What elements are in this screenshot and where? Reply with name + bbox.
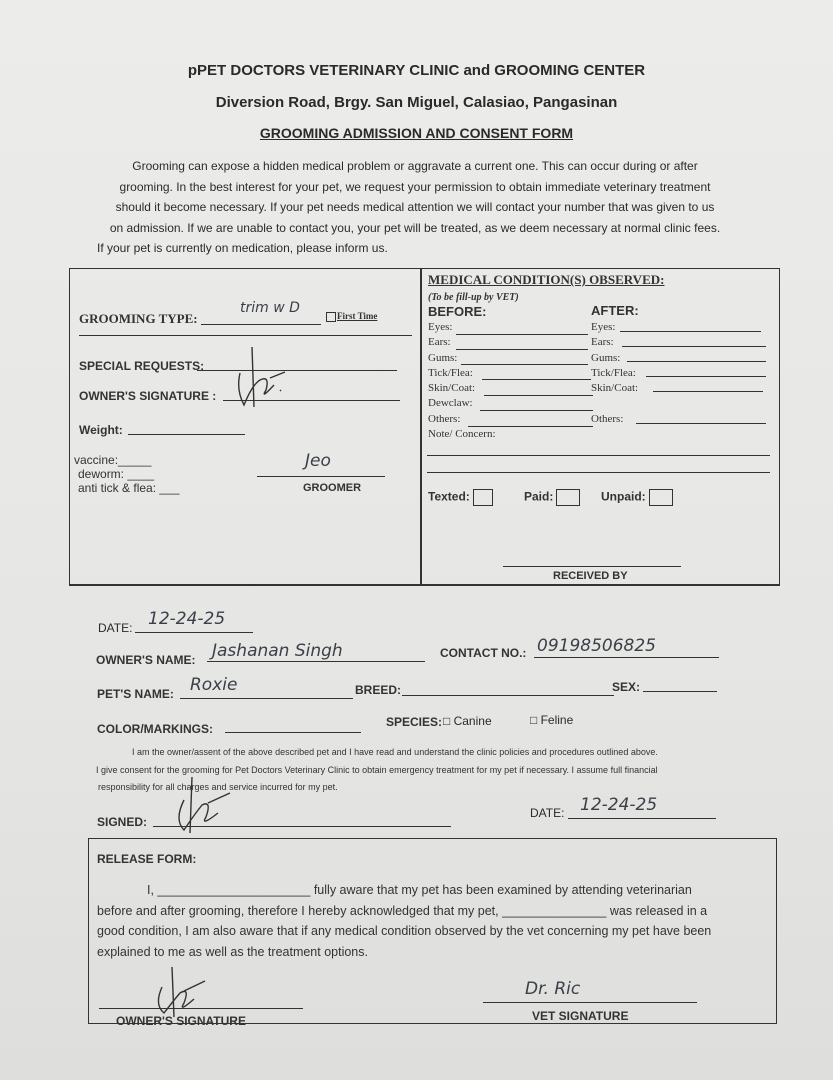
vet-signature-label: VET SIGNATURE xyxy=(532,1009,629,1023)
special-requests-field[interactable] xyxy=(197,370,397,371)
field[interactable] xyxy=(622,346,766,347)
checkbox[interactable] xyxy=(556,489,580,506)
release-line: good condition, I am also aware that if any medical condition observed by the vet concerning my pet have been xyxy=(97,924,712,938)
release-line: before and after grooming, therefore I hereby acknowledged that my pet, _______________ was released in a xyxy=(97,903,708,918)
sex-field[interactable] xyxy=(643,691,717,692)
paid-checkbox[interactable] xyxy=(524,489,580,506)
field[interactable] xyxy=(461,364,588,365)
after-gums: Gums: xyxy=(591,351,621,364)
unpaid-checkbox[interactable] xyxy=(601,489,673,506)
checkbox[interactable] xyxy=(473,489,493,506)
before-eyes: Eyes: xyxy=(428,321,453,333)
grooming-type-line2 xyxy=(79,335,412,336)
breed-field[interactable] xyxy=(402,695,614,696)
release-text xyxy=(97,880,711,962)
field[interactable] xyxy=(456,349,588,350)
before-skin-coat: Skin/Coat: xyxy=(428,382,476,395)
vet-signature-value: Dr. Ric xyxy=(525,979,581,999)
grooming-type-label: GROOMING TYPE: xyxy=(79,311,198,326)
received-by-label: RECEIVED BY xyxy=(553,570,628,582)
note-line[interactable] xyxy=(427,472,770,473)
before-list xyxy=(428,320,496,442)
before-tick-flea: Tick/Flea: xyxy=(428,366,473,379)
texted-checkbox[interactable] xyxy=(428,489,493,506)
before-dewclaw: Dewclaw: xyxy=(428,397,473,410)
consent-date-label: DATE: xyxy=(530,806,565,820)
after-tick-flea: Tick/Flea: xyxy=(591,366,636,379)
intro-line: should it become necessary. If your pet needs medical attention we will contact your number that was given to us xyxy=(115,200,715,214)
groomer-label: GROOMER xyxy=(303,482,362,494)
grooming-type-field[interactable] xyxy=(201,324,321,325)
field[interactable] xyxy=(636,423,766,424)
consent-line: responsibility for all charges and service incurred for my pet. xyxy=(98,782,338,792)
consent-line: I give consent for the grooming for Pet Doctors Veterinary Clinic to obtain emergency treatment for my pet if necessary. I assume full financial xyxy=(96,764,658,775)
consent-signature-mark xyxy=(170,775,240,835)
field[interactable] xyxy=(627,361,766,362)
checkbox[interactable] xyxy=(649,489,673,506)
first-time-label: First Time xyxy=(337,311,378,321)
intro-line: grooming. In the best interest for your pet, we request your permission to obtain immediate veterinary treatment xyxy=(119,179,711,194)
contact-field[interactable] xyxy=(534,657,719,658)
breed-label: BREED: xyxy=(355,683,402,697)
field[interactable] xyxy=(653,391,763,392)
anti-tick-label: anti tick & flea: xyxy=(78,481,157,495)
owner-signature-release-label: OWNER'S SIGNATURE xyxy=(116,1014,246,1028)
deworm-label: deworm: xyxy=(78,467,125,481)
canine-label: Canine xyxy=(453,714,492,728)
after-heading: AFTER: xyxy=(591,303,639,318)
intro-paragraph xyxy=(80,156,750,259)
field[interactable] xyxy=(468,426,593,427)
before-gums: Gums: xyxy=(428,351,458,364)
species-feline-option[interactable]: □ Feline xyxy=(530,713,574,727)
clinic-address: Diversion Road, Brgy. San Miguel, Calasiao, Pangasinan xyxy=(215,94,618,111)
owner-signature-label: OWNER'S SIGNATURE : xyxy=(79,389,217,403)
field[interactable] xyxy=(480,410,593,411)
weight-label: Weight: xyxy=(79,423,123,437)
consent-date-field[interactable] xyxy=(568,818,716,819)
after-list xyxy=(591,320,638,427)
field[interactable] xyxy=(456,334,588,335)
species-canine-option[interactable]: □ Canine xyxy=(443,714,492,728)
grooming-type-value: trim w D xyxy=(240,300,300,316)
field[interactable] xyxy=(482,379,591,380)
field[interactable] xyxy=(646,376,766,377)
contact-value: 09198506825 xyxy=(537,636,656,656)
pet-name-field[interactable] xyxy=(180,698,353,699)
sex-label: SEX: xyxy=(612,680,641,694)
note-concern-label: Note/ Concern: xyxy=(428,428,496,441)
box-divider xyxy=(420,268,422,586)
groomer-signature-field[interactable] xyxy=(257,476,385,477)
medical-title: MEDICAL CONDITION(S) OBSERVED: xyxy=(428,272,665,287)
owner-signature-mark xyxy=(230,345,290,410)
vet-signature-field[interactable] xyxy=(483,1002,697,1003)
paid-label: Paid: xyxy=(524,489,554,504)
unpaid-label: Unpaid: xyxy=(601,489,646,504)
intro-line: Grooming can expose a hidden medical problem or aggravate a current one. This can occur during or after xyxy=(132,159,698,173)
first-time-checkbox[interactable] xyxy=(326,311,377,322)
groomer-signature-value: Jeo xyxy=(305,451,331,471)
field[interactable] xyxy=(484,395,593,396)
release-owner-signature-mark xyxy=(150,965,210,1020)
date-field[interactable] xyxy=(135,632,253,633)
after-others: Others: xyxy=(591,412,624,425)
consent-line: I am the owner/assent of the above described pet and I have read and understand the clinic policies and procedures outlined above. xyxy=(132,747,658,757)
texted-label: Texted: xyxy=(428,489,470,504)
before-heading: BEFORE: xyxy=(428,304,487,319)
received-by-field[interactable] xyxy=(503,566,681,567)
weight-field[interactable] xyxy=(128,434,245,435)
clinic-name: pPET DOCTORS VETERINARY CLINIC and GROOMING CENTER xyxy=(187,62,646,79)
pet-name-value: Roxie xyxy=(190,675,238,695)
after-eyes: Eyes: xyxy=(591,321,616,333)
release-title: RELEASE FORM: xyxy=(97,852,197,866)
species-label: SPECIES: xyxy=(386,715,443,729)
field[interactable] xyxy=(620,331,761,332)
checkbox[interactable] xyxy=(326,312,336,322)
after-skin-coat: Skin/Coat: xyxy=(591,382,639,395)
owner-name-field[interactable] xyxy=(207,661,425,662)
intro-line: on admission. If we are unable to contact you, your pet will be treated, as we deem necessary at normal clinic fees. xyxy=(109,220,721,235)
date-value: 12-24-25 xyxy=(148,609,226,629)
note-line[interactable] xyxy=(427,455,770,456)
before-ears: Ears: xyxy=(428,336,451,349)
special-requests-label: SPECIAL REQUESTS: xyxy=(79,359,205,373)
owner-name-label: OWNER'S NAME: xyxy=(96,653,196,667)
form-title: GROOMING ADMISSION AND CONSENT FORM xyxy=(259,125,574,141)
color-markings-field[interactable] xyxy=(225,732,361,733)
before-others: Others: xyxy=(428,412,461,425)
after-ears: Ears: xyxy=(591,336,614,349)
contact-label: CONTACT NO.: xyxy=(440,646,527,660)
vaccine-label: vaccine: xyxy=(74,453,119,467)
consent-date-value: 12-24-25 xyxy=(580,795,658,815)
intro-line: If your pet is currently on medication, please inform us. xyxy=(97,241,388,255)
color-markings-label: COLOR/MARKINGS: xyxy=(97,722,213,736)
release-line: I, ______________________ fully aware that my pet has been examined by attending veterinarian xyxy=(147,883,692,897)
pet-name-label: PET'S NAME: xyxy=(97,687,174,701)
release-line: explained to me as well as the treatment options. xyxy=(97,944,368,959)
owner-name-value: Jashanan Singh xyxy=(212,641,343,661)
date-label: DATE: xyxy=(98,621,133,635)
feline-label: Feline xyxy=(540,713,574,727)
health-checklist: vaccine:_____ deworm: ____ anti tick & flea: ___ xyxy=(74,453,180,495)
signed-label: SIGNED: xyxy=(97,815,148,829)
medical-subtitle: (To be fill-up by VET) xyxy=(428,292,519,303)
